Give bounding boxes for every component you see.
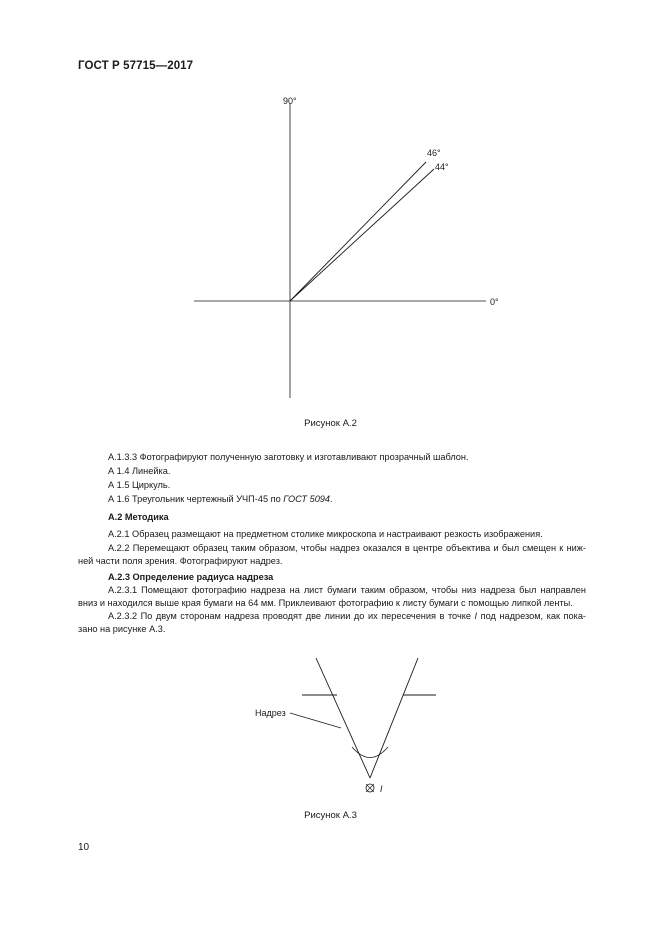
paragraph-a232-suffix: под надрезом, как пока-зано на рисунке А.3. — [78, 611, 586, 635]
item-a16 — [78, 493, 586, 506]
figure-a3-caption: Рисунок А.3 — [304, 810, 357, 821]
label-notch: Надрез — [255, 708, 286, 718]
line-46 — [290, 162, 426, 301]
section-a2-title: А.2 Методика — [108, 512, 169, 522]
notch-right-edge — [370, 658, 418, 778]
paragraph-a232 — [78, 610, 586, 636]
paragraph-a232-prefix: А.2.3.2 По двум сторонам надреза проводят две линии до их пересечения в точке — [108, 611, 475, 621]
notch-leader-line — [290, 713, 341, 728]
paragraph-a231: А.2.3.1 Помещают фотографию надреза на лист бумаги таким образом, чтобы низ надреза был направлен вниз и находился выше края бумаги на 64 мм. Приклеивают фотографию к листу бумаги с помощью липкой ленты. — [78, 585, 586, 609]
figure-a2-diagram — [180, 88, 520, 408]
label-point-i: I — [380, 784, 383, 794]
notch-root-arc — [352, 747, 388, 758]
item-a16-prefix: А 1.6 Треугольник чертежный УЧП-45 по — [108, 494, 284, 504]
line-44 — [290, 169, 434, 301]
label-46: 46° — [427, 148, 441, 158]
notch-left-edge — [316, 658, 370, 778]
item-a15: А 1.5 Циркуль. — [108, 480, 171, 490]
label-0: 0° — [490, 297, 499, 307]
figure-a3-diagram — [240, 650, 460, 800]
label-44: 44° — [435, 162, 449, 172]
page-number: 10 — [78, 842, 90, 853]
paragraph-a21: А.2.1 Образец размещают на предметном столике микроскопа и настраивают резкость изображения. — [108, 529, 543, 539]
label-90: 90° — [283, 96, 297, 106]
section-a23-title: А.2.3 Определение радиуса надреза — [108, 572, 274, 582]
gost-5094-reference: ГОСТ 5094 — [283, 494, 331, 504]
item-a14: А 1.4 Линейка. — [108, 466, 171, 476]
document-header: ГОСТ Р 57715—2017 — [78, 60, 194, 72]
item-a16-suffix: . — [330, 494, 333, 504]
item-a133: А.1.3.3 Фотографируют полученную заготовку и изготавливают прозрачный шаблон. — [108, 452, 469, 462]
paragraph-a22: А.2.2 Перемещают образец таким образом, чтобы надрез оказался в центре объектива и был смещен к ниж-ней части поля зрения. Фотографируют надрез. — [78, 543, 586, 567]
point-i-reference: I — [474, 611, 478, 621]
figure-a2-caption: Рисунок А.2 — [304, 418, 357, 429]
